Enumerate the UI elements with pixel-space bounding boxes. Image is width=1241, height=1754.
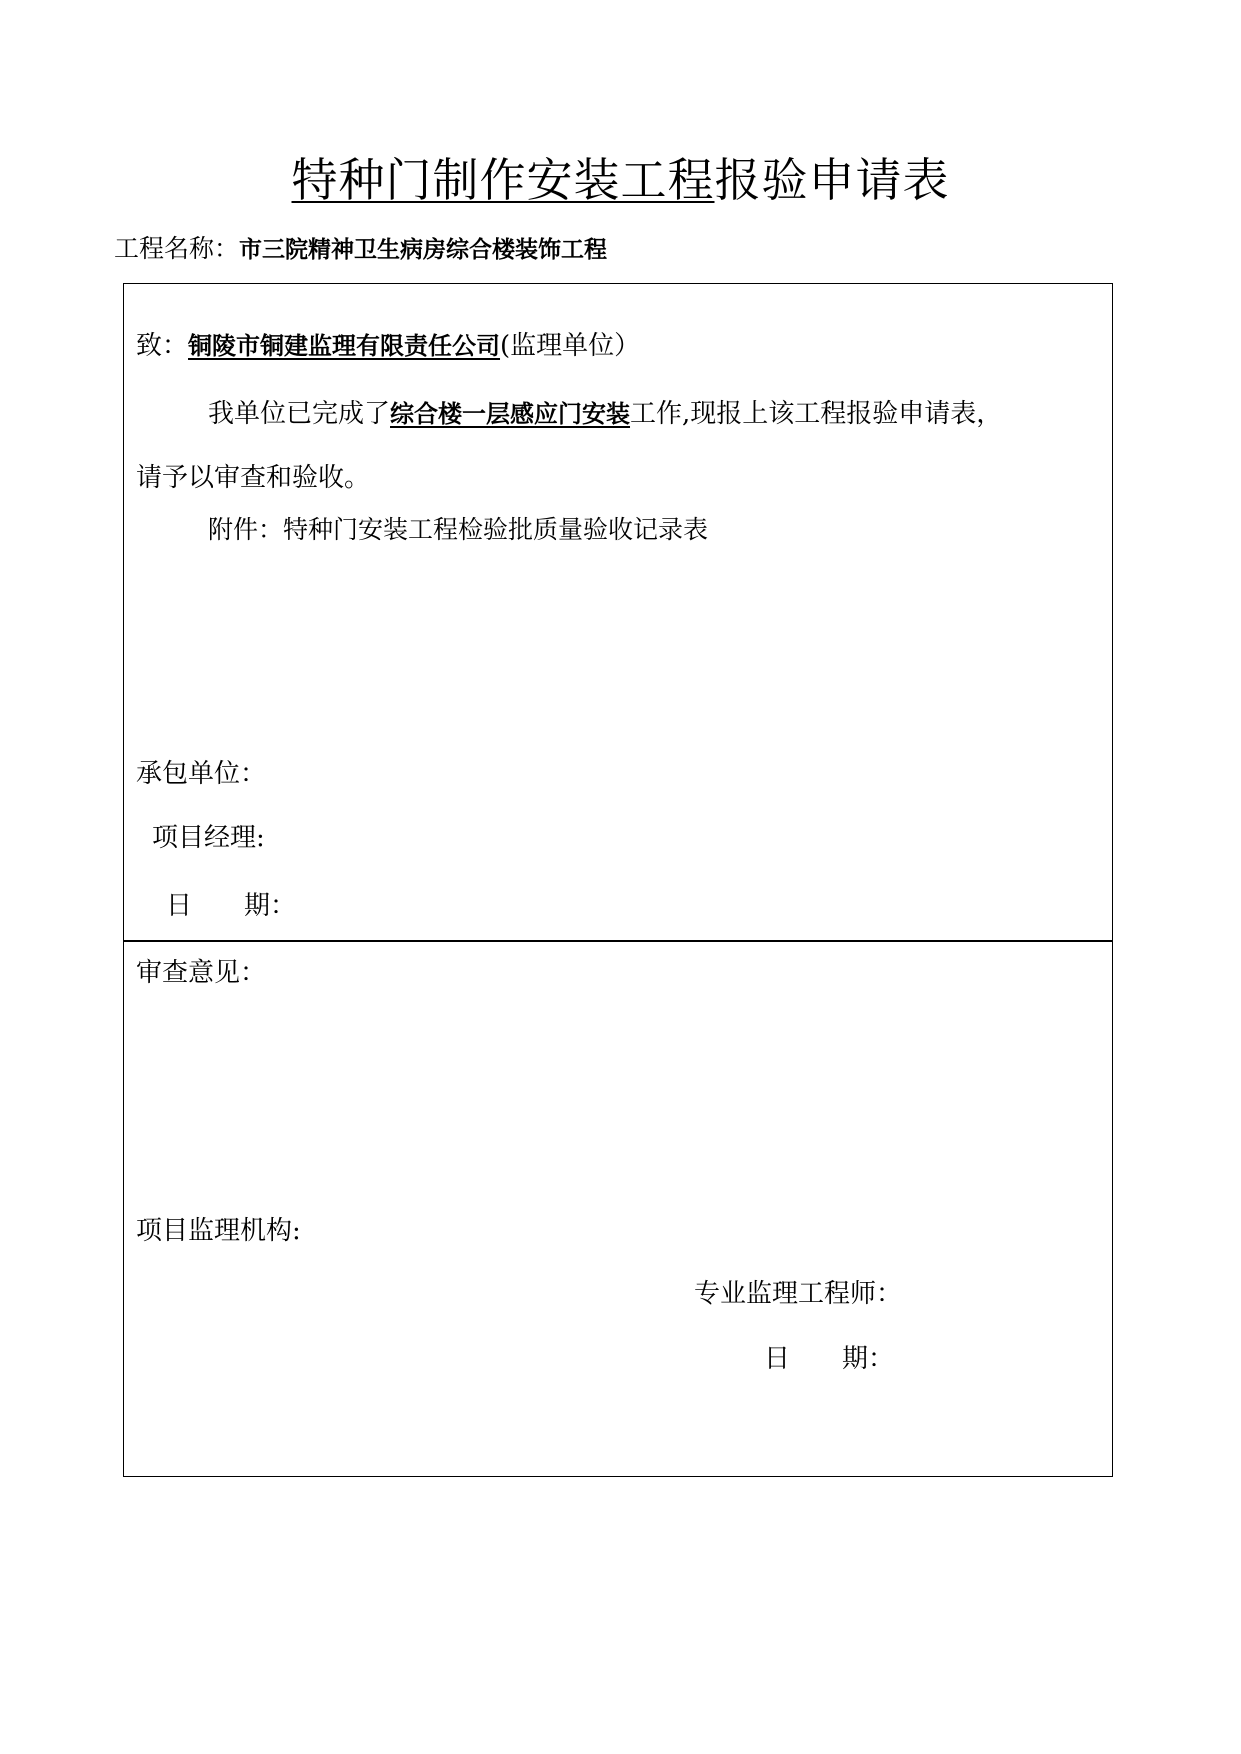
- supervisor-suffix: (监理单位）: [500, 331, 641, 361]
- body-suffix: 工作,现报上该工程报验申请表，: [630, 399, 1003, 429]
- page-title: [0, 150, 1241, 210]
- body-line-1: [208, 396, 1002, 432]
- date-label: 日 期：: [166, 891, 297, 921]
- title-rest: 报验申请表: [714, 153, 950, 207]
- project-name-line: [114, 232, 607, 267]
- contractor-label: 承包单位：: [136, 759, 267, 789]
- project-label: 工程名称：: [114, 234, 240, 263]
- manager-label: 项目经理:: [152, 823, 265, 853]
- engineer-label: 专业监理工程师：: [694, 1279, 903, 1309]
- addressee-line: [136, 328, 640, 364]
- supervisor-company: 铜陵市铜建监理有限责任公司: [188, 332, 501, 360]
- to-label: 致：: [136, 331, 189, 361]
- review-date-label: 日 期：: [764, 1344, 895, 1374]
- attachment-line: 附件：特种门安装工程检验批质量验收记录表: [208, 515, 709, 544]
- opinion-label: 审查意见：: [136, 958, 267, 988]
- title-underlined: 特种门制作安装工程: [291, 153, 715, 207]
- application-section: [123, 283, 1113, 942]
- agency-label: 项目监理机构:: [136, 1216, 301, 1246]
- work-item: 综合楼一层感应门安装: [390, 400, 631, 428]
- body-line-2: 请予以审查和验收。: [136, 463, 371, 493]
- body-prefix: 我单位已完成了: [208, 399, 391, 429]
- review-section: [123, 940, 1113, 1477]
- project-name: 市三院精神卫生病房综合楼装饰工程: [239, 237, 608, 263]
